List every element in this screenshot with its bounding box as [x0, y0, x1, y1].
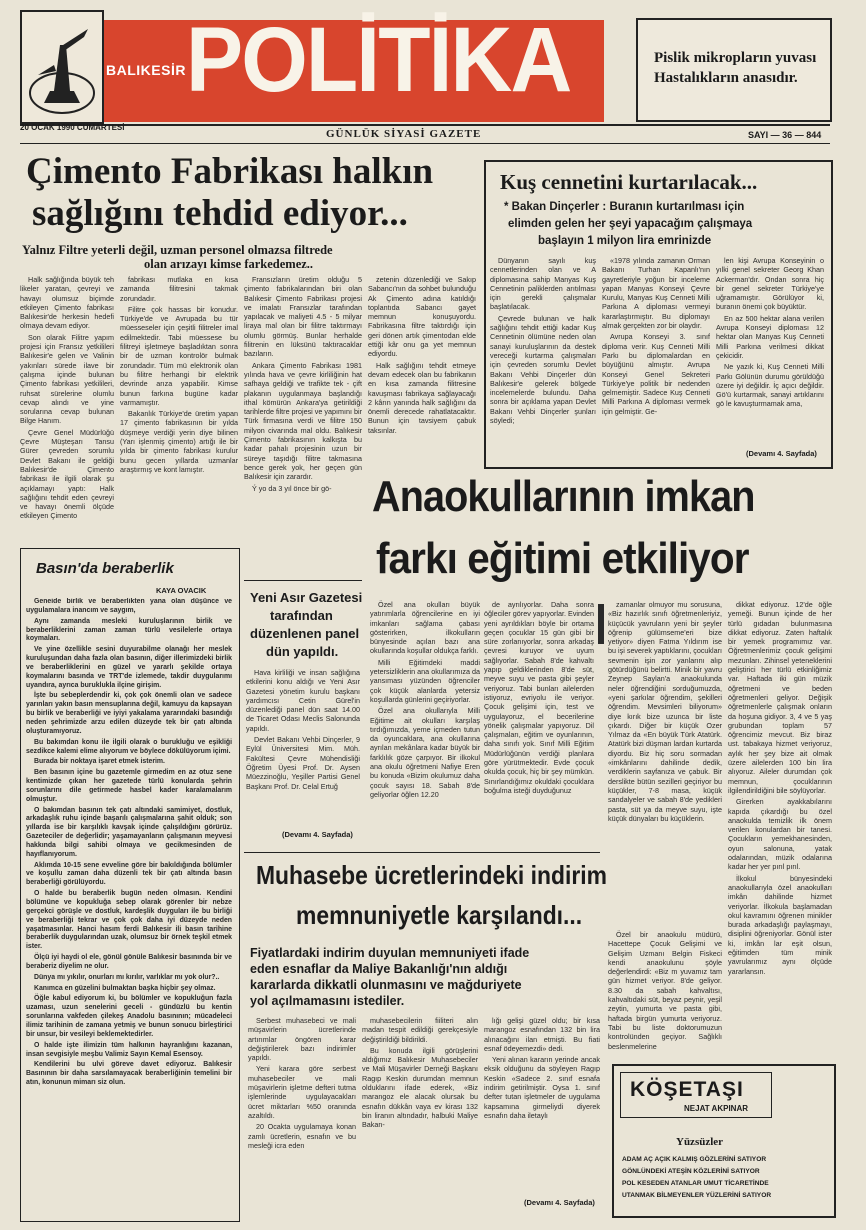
muhasebe-col-3 — [484, 1016, 600, 1192]
yeniasir-p: Hava kirliliği ve insan sağlığına etkilerini konu aldığı ve Yeni Asır Gazetesi yönetim kurulu başkanı yardımcısı Cetin Gürel'in düzenlediği panel dün saat 14.00 de Ticaret Odası Meclis Salonunda yapıldı. — [246, 668, 360, 733]
yeniasir-top-rule — [244, 580, 362, 581]
muhasebe-col1-p: 20 Ocakta uygulamaya konan zamlı ücretlerin, esnafın ve bu mesleği icra eden — [248, 1122, 356, 1150]
basin-p: Burada bir noktaya işaret etmek isterim. — [34, 758, 165, 766]
basin-p: Ben basının içine bu gazetemle girmedim en az otuz sene kentimizde çıkan her gazetede türlü konularda şehrin sorunlarını dile getirmede hasbel kader karalamalarım olmuştur. — [26, 769, 232, 803]
kus-deck-line1: * Bakan Dinçerler : Buranın kurtarılması için — [504, 201, 745, 213]
lead-col4-p: zetenin düzenlediği ve Sakıp Sabancı'nın da sohbet bulunduğu Ak Çimento adına katıldığı toplantıda Sabancı gayet memnun konuşuyordu. Fabrikasına filtre taktırdığı için geri dönen artık çimentodan elde ettiği kâr onu ga yet memnun ediyordu. — [368, 275, 476, 359]
lead-col-1 — [20, 275, 114, 543]
basin-p: O bakımdan basının tek çatı altındaki samimiyet, dostluk, arkadaşlık ruhu içinde başarılı çalışmalarına şahit olduk; son yıllarda ise bir karşılıklı kavşak içinde çalışıldığını görürüz. Gazeteciler de değerlidir; yaşamayanların çalışmanın meyvesi hakkında bilgi sahibi olmaya ve gecikmesinden de hayıflanıyorum. — [26, 806, 232, 858]
basin-body — [26, 598, 232, 1216]
ana-col-3b — [608, 930, 722, 1050]
muhasebe-col2-p: Bu konuda ilgili görüşlerini aldığımız Balıkesir Muhasebeciler ve Mali Müşavirler Derneği Başkanı Ragıp Keskin durumdan memnun olduklarını ifade ederek, «Biz marangoz ele alacak olursak bu esnafın dükkân vaya ev kirası 132 bin liranın altındadır, halbuki Maliye Bakan- — [362, 1045, 478, 1130]
basin-p: Ve yine özellikle sesini duyurabilme olanağı her meslek kuruluşundan daha fazla olan basının, diğer illerimizdeki birlik ve beraberliklerini en güzel ve yararlı şekilde ortaya koymalarını basında ve TRT'de izlemede, takdir duygularımı uyandıra, ayrıca buruklukla ilçine girişim. — [26, 646, 232, 689]
basin-p: Ölçü iyi haydi ol ele, gönül gönüle Balıkesir basınında bir ve beraberiz diyelim ne olur. — [26, 954, 232, 970]
kus-deck-line2: elimden gelen her şeyi yapacağım çalışmaya — [508, 218, 753, 230]
yeniasir-title-line1: Yeni Asır Gazetesi — [250, 590, 363, 605]
koseta-author: NEJAT AKPINAR — [684, 1104, 749, 1113]
kus-col-1 — [490, 256, 596, 462]
basin-p: Kanımca en güzelini bulmaktan başka hiçbir şey olmaz. — [34, 984, 216, 992]
kus-col2-p: Avrupa Konseyi 3. sınıf diploma verir. Kuş Cenneti Milli Parkı bu diplomalardan en büyüğünü almıştır. Avrupa Konseyi Genel Sekreteri Türkiye'ye politik bir nedenden gelmemiştir. Sadece Kuş Cenneti Milli Parkına A diploması vermek için gelmiştir. Ge- — [602, 332, 710, 416]
kus-col-2 — [602, 256, 710, 462]
muhasebe-deck-line4: yol açılmamasını istediler. — [250, 994, 405, 1008]
masthead-name: POLİTİKA — [186, 9, 571, 111]
yeniasir-title-line3: düzenlenen panel — [250, 626, 360, 641]
muhasebe-deck-line3: kararlarda dikkatli olunmasını ve mağduriyete — [250, 978, 522, 992]
ana-col1-p: Özel ana okullarıyla Milli Eğitime ait okulları karşılaş tırdığımızda, yeme içmeden tutun da oyuncaklara, ana okullarına ayrılan mekânlara kadar büyük bir farklılık göze çarpıyor. Bir ilkokul ana okulu öğretmeni Nafiye Eren bu konuda «Bizim okulumuz daha çocuk sayısı 18. Sabah 8'de geliyorlar öğlen 12.20 — [370, 706, 480, 799]
kus-continued: (Devamı 4. Sayfada) — [746, 449, 817, 458]
basin-p: Aynı zamanda mesleki kuruluşlarının birlik ve beraberliklerini zaman zaman türlü vesilelerle ortaya koymaları. — [26, 617, 232, 643]
muhasebe-deck-line1: Fiyatlardaki indirim duyulan memnuniyeti ifade — [250, 946, 530, 960]
muhasebe-title-line1: Muhasebe ücretlerindeki indirim — [256, 860, 607, 890]
kus-col3-p: Ne yazık ki, Kuş Cenneti Milli Parkı Gölünün durumu görüldüğü üzere iyi değildir. İç açıcı değildir. Gö'ü kurtarmak, sanayi artıklarını gö le kavuşturmamak ama, — [716, 362, 824, 409]
basin-title: Basın'da beraberlik — [36, 560, 174, 577]
ana-col-1 — [370, 600, 480, 840]
ana-col3-p: zamanlar olmuyor mu sorusuna, «Biz hazırlık sınıfı öğretmenleriyiz, küçücük yavruların yeni bir şeyler öğrenip gülümseme'eri bize yetiyor» diyen Fatma Yıldırım ise bu işi severek yaptıklarını, çocukları sevmenin işin zor yanlarını alıp götürdüğünü belirtti. Minik bir yavru Zeynep Saylan'a anaokulunda neler öğrendiğini sorduğumuzda, «yeni şarkılar öğrendim, şekilleri öğrendim. Mevsimleri biliyorum» diye kırık bize uzunca bir liste çıkardı. Diğer bir küçük Ozer Yılmaz da «En büyük Türk Atatürk. Atatürk bizi düşman lardan kurtarda diyordu. Biz hiç soru sormadan «imkânlarını dahilinde dedik, verdiklerin sayfanıza ve çabuk. Bir derslikte bütün sezilleri geçiriyor bu küçükler, 7-8 masa, küçük sandalyeler ve sabah 8'de yedikleri pasta, süt ya da meyve suyu, işte küçük dünyaları bu küçüklerin. — [608, 600, 722, 823]
koseta-line2: GÖNLÜNDEKİ ATEŞİN KÖZLERİNİ SATIYOR — [622, 1168, 760, 1175]
ana-col2-p: de ayrılıyorlar. Daha sonra öğleciler görev yapıyorlar. Evinden yeni ayrıldıkları böyle bir ortama geçen çocuklar 15 gün gibi bir süre zorlanıyorlar, sonra arkadaş çevresi kuruyor ve uyum sağlıyorlar. Sabah 8'de kahvaltı yapıp geldiklerinden 8'de süt, meyve suyu ve pasta gibi şeyler veriyoruz. Tabi bunları ailelerden istiyoruz, evriyolu ile veriyor. Çocuk gelişimi için, test ve uygulayoruz, el becerilerine yönelik çalışmalar yapıyoruz. Dil çalışmaları, eğitim ve oyunlarının, daha sınıfı yok. Sınıf Milli Eğitim Müdürlüğünün verdiği planlara göre yürütmektedir. Evde çocuk okulda çocuk, hiç bir şey mümkün. Sınırlandığımız okuldaki çocuklara boğulma isteği duyduğunuz — [484, 600, 594, 795]
lead-deck-line1: Yalnız Filtre yeterli değil, uzman personel olmazsa filtrede — [22, 243, 333, 257]
koseta-line3: POL KESEDEN ATANLAR UMUT TİCARETİNDE — [622, 1180, 769, 1187]
masthead-subtitle: GÜNLÜK SİYASİ GAZETE — [326, 128, 482, 140]
lead-col3-p: Fransızların üretim olduğu 5 çimento fabrikalarından biri olan Balıkesir Çimento Fabrikası projesi ve imalatı Fransızlar tarafından yapılacak ve maliyeti 4.5 - 5 milyar liraya mal olan bir filitre taktırmayı olumlu görmüş. Bunlar herhalde filitrenin en lüksünü taktıracaklar bazıların. — [244, 275, 362, 359]
ana-title-line2: farkı eğitimi etkiliyor — [376, 534, 749, 583]
kus-col1-p: Çevrede bulunan ve halk sağlığını tehdit ettiği kadar Kuş Cennetinin ölümüne neden olan sanayi kuruluşlarının da destek vereceği kurtarma çalışmaları için çevreden sorumlu Devlet Bakanı Vehbi Dinçerler dün Balıkesir'e gelerek bölgede incelemelerde bulundu. Daha sonra bir açıklama yapan Devlet Bakanı Vehbi Dinçerler şunları söyledi; — [490, 313, 596, 426]
ana-col1-p: Özel ana okulları büyük yatırımlarla öğrencilerine en iyi imkanları sağlama çabası gösterirken, ilkokulların bünyesinde açılan bazı ana okullarında koşullar oldukça farklı. — [370, 600, 480, 656]
ana-col3b-p: Özel bir anaokulu müdürü, Hacettepe Çocuk Gelişimi ve Gelişim Uzmanı Belgin Fiskeci kendi anaokulunu şöyle değerlendirdi: «Biz m yuvamız tam gün hizmet veriyor. 8'de geliyor. 8.30 da sabah kahvaltısı, kahvaltıdaki süt, beyaz peynir, yeşil zeytin, yumurta ve pasta gibi, haftada birgün yumurta veriyoruz. Tabi bu liste doktorumuzun kontrolünden geçiyor. Sağlıklı beslenmelerine — [608, 930, 722, 1050]
lead-title-line2: sağlığını tehdid ediyor... — [32, 193, 408, 234]
muhasebe-deck-line2: eden esnaflar da Maliye Bakanlığı'nın aldığı — [250, 962, 508, 976]
masthead-quote-line2: Hastalıkların anasıdır. — [654, 70, 798, 86]
ana-col4-p: dikkat ediyoruz. 12'de öğle yemeği. Bunun içinde de her türlü gıdadan bulunmasına dikkat ediyoruz. Zaten haftalık bir yemek programımız var. Öğretmenlerimiz çocuk gelişimi mezunları. Zihinsel yeteneklerini geliştirici her türlü etkinliğimiz var. Haftada iki gün müzik öğretmeni ve beden öğretmenleri geliyor. Değişik öğretmenlerle çalışmak onların da hoşuna gidiyor. 3, 4 ve 5 yaş grubundan toplam 57 öğrencimiz mevcut. Biz biraz ust. tabakaya hizmet veriyoruz, aylık her şey bize ait olmak üzere ailelerden 100 bin lira alıyoruz. Aileler durumdan çok memnun, çocuklarının ilgilendirildiğini bile söylüyorlar. — [728, 600, 832, 795]
lead-col-4 — [368, 275, 476, 465]
basin-p: Dünya mı yıkılır, onurları mı kırılır, varlıklar mı yok olur?.. — [34, 973, 220, 981]
factory-emblem-icon — [24, 15, 100, 119]
kus-col3-p: len kişi Avrupa Konseyinin o yılki genel sekreter Georg Khan Ackerman'dır. Ondan sonra hiç bir genel sekreter Türkiye'ye uğramamıştır. Görülüyor ki, buranın önemi çok büyüktür. — [716, 256, 824, 312]
masthead-city: BALIKESİR — [106, 62, 186, 78]
masthead — [0, 0, 866, 140]
basin-p: O halde bu beraberlik bugün neden olmasın. Kendini bölümüne ve kopukluğa sebep olarak görenler bir nebze gerçekci görüşle ve dostluk, kardeşlik duyguları ile bu birliği ve beraberliği tekrar ve çok çok daha iyi düzeyde neden yaşatmasınlar. Hanci hasım ferdi Balıkesir ili basın tarihine beraberlik duygularından uzak, olumsuz bir örnek teşkil etmek ister. — [26, 890, 232, 951]
yeniasir-continued: (Devamı 4. Sayfada) — [282, 830, 353, 839]
lead-title-line1: Çimento Fabrikası halkın — [26, 151, 434, 192]
masthead-quote-line1: Pislik mikropların yuvası — [654, 50, 817, 66]
muhasebe-col-2 — [362, 1016, 478, 1216]
ana-col-4 — [728, 600, 832, 1055]
muhasebe-continued: (Devamı 4. Sayfada) — [524, 1198, 595, 1207]
lead-deck-line2: olan arızayı kimse farkedemez.. — [144, 257, 314, 271]
ana-col-2 — [484, 600, 594, 840]
ana-photo-strip — [598, 604, 604, 644]
kus-col-3 — [716, 256, 824, 448]
koseta-subtitle: Yüzsüzler — [676, 1136, 724, 1148]
masthead-rule — [20, 124, 830, 126]
lead-col2-p: Filitre çok hassas bir konudur. Türkiye'de ve Avrupada bu tür müesseseler için çeşitli filitreler imal edilmektedir. Tabi müessese bu filitreyi işletmeye başladıktan sonra bir de uzman kontrolör bulmak zorundadır. Tüm mü elektronik olan bu filitre herhangi bir elektrik devrinde arıza yapabilir. Kimse bunun farkına bugüne kadar varmamıştır. — [120, 304, 238, 407]
ana-col1-p: Milli Eğitimdeki maddi yetersizliklerin ana okullarımıza da yansıması yüzünden öğrenciler çok küçük alanlarda yetersiz koşullarda günlerini geçiriyorlar. — [370, 657, 480, 704]
ana-col-3 — [608, 600, 722, 930]
kus-deck-line3: başlayın 1 milyon lira emrinizde — [538, 235, 712, 247]
basin-p: Aklımda 10-15 sene evveline göre bir bakıldığında bölümler ve koşullu zaman daha düzenli tek bir çatı altında basın beraberliği görülüyordu. — [26, 861, 232, 887]
lead-col3-p: Ankara Çimento Fabrikası 1981 yılında hava ve çevre kirliliğinin hat safhaya geldiği ve trafikte tek - çift plakanın uygulanmaya başlandığı ithal kömürün Ankara'ya getirildiği tarihlerde filtre projesi ve yapımını bir Türk firmasına verdi ve filitre 150 milyon civarında mal oldu. Balıkesir Çimento fabrikasının kalkışta bu kadar pahalı projesinin uzun bir süreye taşıdığı filitre takmasına bence gerek yok, her geçen gün Balıkesir için zarardır. — [244, 360, 362, 482]
muhasebe-title-line2: memnuniyetle karşılandı... — [296, 900, 583, 930]
basin-p: Kendilerini bu ulvi göreve davet ediyoruz. Balıkesir Basınının bir daha sarsılamayacak beraberliğinin temelini bir atın, konunun mimarı siz olun. — [26, 1061, 232, 1087]
lead-col1-p: Halk sağlığında büyük teh likeler yaratan, çevreyi ve havayı olumsuz biçimde etkileyen Çimento fabrikası Balıkesir'de herkesin hedefi olmaya devam ediyor. — [20, 275, 114, 331]
masthead-bottom-rule — [20, 143, 830, 144]
lead-col3-p: Ý yo da 3 yıl önce bir gö- — [252, 483, 332, 493]
lead-col2-p: fabrikası mutlaka en kısa zamanda filitresini takmak zorundadır. — [120, 275, 238, 303]
yeniasir-title-line2: tarafından — [270, 608, 333, 623]
ana-title-line1: Anaokullarının imkan — [372, 472, 755, 521]
kus-col2-p: «1978 yılında zamanın Orman Bakanı Turhan Kapanlı'nın gayretleriyle yoğun bir inceleme yapan Manyas Konseyi Çevre Kurulu, Manyas Kuş Cenneti Milli Parkına A diploması vermeyi kararlaştırmıştır. Bu diplomayı almak gerçekten zor bir olaydır. — [602, 256, 710, 331]
lead-col-2 — [120, 275, 238, 543]
muhasebe-col1-p: Yeni karara göre serbest muhasebeciler ve mali müşavirlerin işletme defteri tutma işlemlerinde uygulayacakları ücret miktarları %50 oranında azaltıldı. — [248, 1064, 356, 1120]
muhasebe-col1-p: Serbest muhasebeci ve mali müşavirlerin ücretlerinde artırımlar öngören karar değiştirilerek bazı indirimler yapıldı. — [248, 1016, 356, 1063]
masthead-issue: SAYI — 36 — 844 — [748, 130, 822, 140]
lead-col-3 — [244, 275, 362, 575]
lead-col1-p: Çevre Genel Müdürlüğü Çevre Müşteşarı Tansu Gürer çevreden sorumlu Devlet Bakanı ile geldiği Balıkesir'de Çimento fabrikası ile ilgili olarak şu açıklamayı yaptı: Halk sağlığını tehdit eden çevreyi ve havayı önemli ölçüde etkileyen Çimento — [20, 427, 114, 521]
basin-p: İşte bu sebeplerdendir ki, çok çok önemli olan ve sadece yarınları yakın basın mensuplarına değil, kamuyu da kapsayan bu birlik ve beraberliği ve iyiyi yakalama yararındaki basındığı neden şehrimizde arzu edilen düzeyde tek bir çatı altında oluşturamıyoruz. — [26, 692, 232, 735]
muhasebe-col3-p: Yeni alınan kararın yerinde ancak eksik olduğunu da söyleyen Ragıp Keskin «Sadece 2. sınıf esnafa indirim getirilmiştir. Oysa 1. sınıf defter tutan işletmeler de uygulama kapsamına girmeliydi diyerek esnafın daha iletaylı — [484, 1055, 600, 1120]
ana-col4-p: Girerken ayakkabılarını kapıda çıkardığı bu özel anaokulda temizlik ilk önem verilen konulardan bir tanesi. Çocukların yemekhanesinden, oyun salonuna, yatak odalarından, müzik odalarına kadar her yer pırıl pırıl. — [728, 797, 832, 872]
kus-col1-p: Dünyanın sayılı kuş cennetlerinden olan ve A diplomasına sahip Manyas Kuş Cennetinin paliklerden arıtılması için gerekli çalışmalar başlatılacak. — [490, 256, 596, 312]
muhasebe-col-1 — [248, 1016, 356, 1216]
muhasebe-col2-p: muhasebecilerin fiiliteri alın madan tespit edildiği gerekçesiyle değiştirildiği bildirildi. — [362, 1016, 478, 1044]
basin-p: O halde işte ilimizin tüm halkının hayranlığını kazanan, insan sevgisiyle meşbu Valimiz Sayın Kemal Esensoy. — [26, 1041, 232, 1058]
yeniasir-p: Devlet Bakanı Vehbi Dinçerler, 9 Eylül Üniversitesi Mim. Müh. Fakültesi Çevre Mühendisliği Öğretim Üyesi Prof. Dr. Aysen Müezzinoğlu, Yeşiller Partisi Genel Başkanı Prof. Dr. Celal Ertuğ — [246, 735, 360, 791]
yeniasir-body — [246, 668, 360, 828]
kus-title: Kuş cennetini kurtarılacak... — [500, 170, 758, 194]
masthead-date: 20 OCAK 1990 CUMARTESİ — [20, 123, 125, 132]
basin-p: Bu bakımdan konu ile ilgili olarak o burukluğu ve eşikliği sezdikce kalemi elime alıyorum ve böylece dökülüyorum içimi. — [26, 738, 232, 755]
lead-col4-p: Halk sağlığını tehdit etmeye devam edecek olan bu fabrikanın en kısa zamanda filitresine kavuşması fabrikaya sağlayacağı 2 kârın yanında halk sağlığını da önemli derecede rahatlatacaktır. Bunun için tavsiyem çabuk taksınlar. — [368, 360, 476, 435]
lead-col2-p: Bakanlık Türkiye'de üretim yapan 17 çimento fabrikasının bir yılda düşmeye verdiği yerin diye bilinen (Yarı işlenmiş çimento) artığı ile bir yılda bir çimento fabrikası kurulur bunu gecen yıllarda uzmanlar araştırmış ve kont lamıştır. — [120, 409, 238, 474]
koseta-title: KÖŞETAŞI — [630, 1078, 744, 1101]
koseta-line1: ADAM AÇ AÇIK KALMIŞ GÖZLERİNİ SATIYOR — [622, 1156, 767, 1163]
lead-col1-p: Son olarak Filitre yapım projesi için Fransız yetkilileri Balıkesir'e gelen ve Valinin yakınları sürede ilave bir çalışma içinde bulunan Çimento fabrikası yetkilileri, ruhsat sürelerine olumlu cevap alındı ve yine sorularına cevap bulunan Bilge Hanım. — [20, 332, 114, 426]
basin-p: Öğle kabul ediyorum ki, bu bölümler ve kopukluğun fazla uzaması, uzun senelerini geceli - gündüzlü bu kentin sorunlarına vakfeden çilekeş Anadolu basınının; mücadeleci ilimiz tarihinin de zamana yetmiş ve bunun sonucu birleştirici bir unsur, bir vesileyi beklemektedirler. — [26, 995, 232, 1038]
muhasebe-col3-p: lığı gelişi güzel oldu; bir kısa marangoz esnafından 132 bin lira alınacağını ilan etmişti. Bu fiati esnaf ödeyemezdi» dedi. — [484, 1016, 600, 1053]
koseta-line4: UTANMAK BİLMEYENLER YÜZLERİNİ SATIYOR — [622, 1192, 772, 1199]
basin-author: KAYA OVACIK — [156, 586, 207, 595]
yeniasir-title-line4: dün yapıldı. — [266, 644, 339, 659]
ana-col4-p: İlkokul bünyesindeki anaokullarıyla özel anaokulları imkân dahilinde hizmet veriyorlar. İlkokula başlamadan okul kavramını öğrenen minikler burada arkadaşlığı paylaşmayı, disiplini öğreniyorlar. Gönül ister ki, imkân lar eşit olsun, eğitimden tüm minik yavrularımız aynı ölçüde yararlansın. — [728, 873, 832, 976]
basin-p: Geneide birlik ve beraberlikten yana olan düşünce ve uygulamalara inancım ve saygım, — [26, 598, 232, 614]
kus-col3-p: En az 500 hektar alana verilen Avrupa Konseyi diploması 12 hektar olan Manyas Kuş Cenneti Milli Parkına verilmesi dikkat çekicidir. — [716, 313, 824, 360]
muhasebe-top-rule — [244, 852, 600, 853]
masthead-logo-box — [20, 10, 104, 124]
